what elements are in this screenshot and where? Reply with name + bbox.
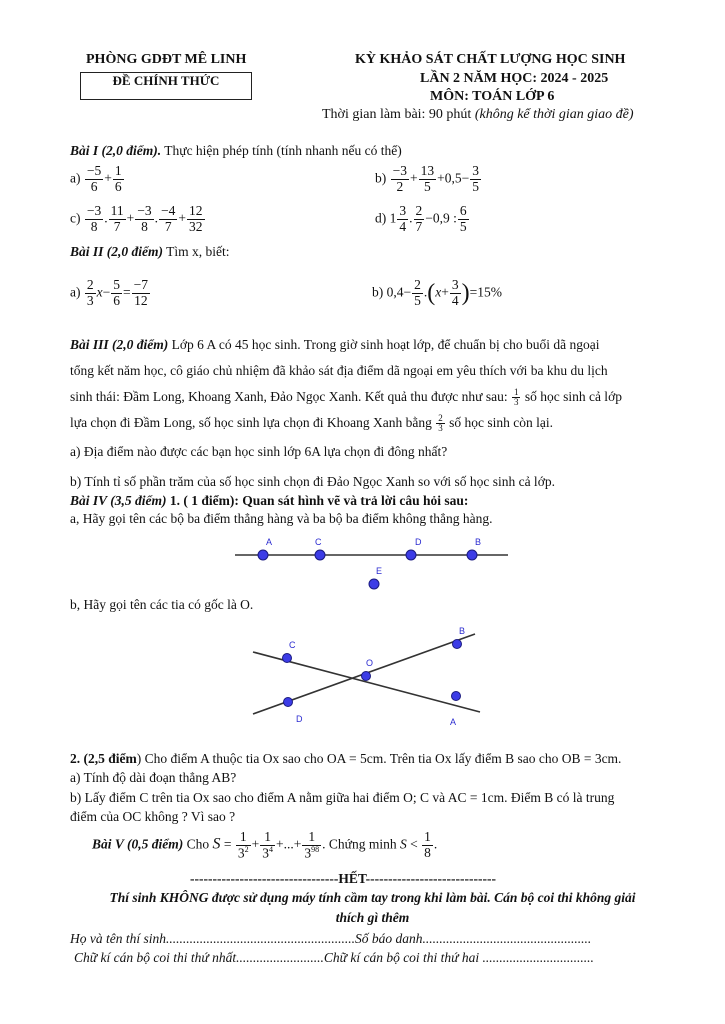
point-d bbox=[406, 550, 416, 560]
time-main: Thời gian làm bài: 90 phút bbox=[322, 107, 475, 122]
bai4-part1: 1. ( 1 điểm): Quan sát hình vẽ và trả lời câu hỏi sau: bbox=[166, 493, 469, 508]
point-b bbox=[453, 640, 462, 649]
bai3-line3 bbox=[70, 384, 670, 410]
label-c: C bbox=[315, 537, 322, 547]
point-a bbox=[258, 550, 268, 560]
dept-name: PHÒNG GDĐT MÊ LINH bbox=[86, 52, 247, 67]
bai4-part2-desc: ) Cho điểm A thuộc tia Ox sao cho OA = 5cm. Trên tia Ox lấy điểm B sao cho OB = 3cm. bbox=[136, 751, 622, 766]
frac: $\frac{-3}{8}$ bbox=[137, 203, 152, 234]
frac: $\frac{6}{5}$ bbox=[459, 203, 467, 234]
label-o: O bbox=[366, 658, 374, 668]
frac: $\frac{13}{5}$ bbox=[420, 163, 435, 194]
bai5: Bài V (0,5 điểm) Cho S = $\frac{1}{3^2}$ + $\frac{1}{3^4}$ +...+ $\frac{1}{3^{98}}$ . Chứng minh S < $\frac{1}{8}$ . bbox=[92, 829, 438, 861]
round-year: LẦN 2 NĂM HỌC: 2024 - 2025 bbox=[420, 71, 609, 86]
frac: $\frac{-3}{8}$ bbox=[86, 203, 102, 234]
bai3-text1: Lớp 6 A có 45 học sinh. Trong giờ sinh hoạt lớp, để chuẩn bị cho buổi dã ngoại bbox=[168, 337, 600, 352]
bai4-p2a: a) Tính độ dài đoạn thẳng AB? bbox=[70, 770, 237, 785]
subject: MÔN: TOÁN LỚP 6 bbox=[430, 89, 555, 104]
frac: $\frac{5}{6}$ bbox=[113, 277, 120, 308]
label-c: C bbox=[289, 640, 296, 650]
frac: $\frac{1}{3^{98}}$ bbox=[304, 829, 320, 861]
bai1-c-label: c) bbox=[70, 210, 81, 226]
bai1-desc: Thực hiện phép tính (tính nhanh nếu có thể) bbox=[161, 143, 402, 158]
bai1-heading bbox=[70, 143, 402, 159]
bai4-p2b-line1: b) Lấy điểm C trên tia Ox sao cho điểm A nằm giữa hai điểm O; C và AC = 1cm. Điểm B có là trung bbox=[70, 790, 615, 805]
percent-value: 15% bbox=[477, 284, 502, 300]
label-d: D bbox=[415, 537, 422, 547]
bai4-part2-title: 2. (2,5 điểm bbox=[70, 751, 137, 766]
time-limit bbox=[322, 107, 634, 123]
figure-collinear-points bbox=[225, 530, 515, 595]
bai2-heading bbox=[70, 244, 230, 260]
bai1-b-label: b) bbox=[375, 170, 387, 186]
bai4-p2b-line2: điểm của OC không ? Vì sao ? bbox=[70, 809, 236, 824]
bai1-d: d) 1 $\frac{3}{4}$ . $\frac{2}{7}$ −0,9 : $\frac{6}{5}$ bbox=[375, 203, 467, 234]
candidate-info-line: Họ và tên thí sinh........................................................Số báo danh.................................................. bbox=[70, 931, 592, 946]
bai1-c: c) $\frac{-3}{8}$ . $\frac{11}{7}$ + $\frac{-3}{8}$ . $\frac{-4}{7}$ + $\frac{12}{32}$ bbox=[70, 203, 203, 234]
point-c bbox=[315, 550, 325, 560]
bai1-d-label: d) bbox=[375, 210, 387, 226]
frac: $\frac{3}{5}$ bbox=[472, 163, 479, 194]
bai4-qa: a, Hãy gọi tên các bộ ba điểm thẳng hàng và ba bộ ba điểm không thẳng hàng. bbox=[70, 511, 493, 526]
bai5-title: Bài V (0,5 điểm) bbox=[92, 836, 184, 852]
bai4-title: Bài IV (3,5 điểm) bbox=[70, 493, 167, 508]
bai1-a: a) $\frac{-5}{6}$ + $\frac{1}{6}$ bbox=[70, 163, 122, 194]
time-note: (không kể thời gian giao đề) bbox=[474, 107, 634, 122]
figure-rays-from-o bbox=[245, 622, 495, 732]
bai3-line1 bbox=[70, 332, 670, 358]
official-label: ĐỀ CHÍNH THỨC bbox=[112, 73, 220, 88]
label-d: D bbox=[296, 714, 303, 724]
frac: $\frac{12}{32}$ bbox=[189, 203, 203, 234]
bai1-b: b) $\frac{-3}{2}$ + $\frac{13}{5}$ +0,5− $\frac{3}{5}$ bbox=[375, 163, 479, 194]
bai3-qb: b) Tính tỉ số phần trăm của số học sinh chọn đi Đảo Ngọc Xanh so với số học sinh cả lớp. bbox=[70, 474, 555, 489]
bai2-desc: Tìm x, biết: bbox=[163, 244, 230, 259]
bai3-text3b: số học sinh cả lớp bbox=[521, 389, 622, 404]
frac: $\frac{-4}{7}$ bbox=[161, 203, 176, 234]
frac: $\frac{1}{3^2}$ bbox=[237, 829, 249, 861]
bai3-text4b: số học sinh còn lại. bbox=[445, 415, 553, 430]
label-b: B bbox=[459, 626, 466, 636]
frac: $\frac{11}{7}$ bbox=[110, 203, 124, 234]
bai3-text3a: sinh thái: Đầm Long, Khoang Xanh, Đảo Ngọc Xanh. Kết quả thu được như sau: bbox=[70, 389, 511, 404]
label-a: A bbox=[266, 537, 273, 547]
frac: $\frac{3}{4}$ bbox=[451, 277, 459, 308]
frac: $\frac{3}{4}$ bbox=[399, 203, 407, 234]
bai3-line4 bbox=[70, 410, 670, 436]
label-b: B bbox=[475, 537, 482, 547]
bai3-qa: a) Địa điểm nào được các bạn học sinh lớp 6A lựa chọn đi đông nhất? bbox=[70, 444, 448, 459]
bai4-qb: b, Hãy gọi tên các tia có gốc là O. bbox=[70, 597, 254, 612]
bai2-a: a) $\frac{2}{3}$ x− $\frac{5}{6}$ = $\frac{-7}{12}$ bbox=[70, 277, 148, 308]
bai1-title: Bài I (2,0 điểm). bbox=[70, 143, 162, 158]
point-d bbox=[284, 698, 293, 707]
frac: $\frac{2}{5}$ bbox=[414, 277, 421, 308]
point-o bbox=[362, 672, 371, 681]
bai1-a-label: a) bbox=[70, 170, 81, 186]
official-box bbox=[80, 72, 252, 100]
point-a bbox=[452, 692, 461, 701]
bai4-part2 bbox=[70, 751, 621, 767]
point-b bbox=[467, 550, 477, 560]
point-c bbox=[283, 654, 292, 663]
frac: $\frac{1}{3^4}$ bbox=[262, 829, 274, 861]
bai5-prove: Chứng minh bbox=[328, 836, 400, 852]
frac: $\frac{2}{7}$ bbox=[415, 203, 423, 234]
frac: $\frac{1}{8}$ bbox=[424, 829, 431, 861]
frac: $\frac{-3}{2}$ bbox=[392, 163, 407, 194]
exam-title: KỲ KHẢO SÁT CHẤT LƯỢNG HỌC SINH bbox=[355, 52, 626, 67]
frac: $\frac{-7}{12}$ bbox=[133, 277, 148, 308]
frac: $\frac{2}{3}$ bbox=[86, 277, 94, 308]
label-e: E bbox=[376, 566, 383, 576]
end-marker: ---------------------------------HẾT----------------------------- bbox=[190, 871, 496, 886]
frac: $\frac{-5}{6}$ bbox=[86, 163, 102, 194]
bai3-paragraph bbox=[70, 332, 670, 436]
point-e bbox=[369, 579, 379, 589]
bai2-a-label: a) bbox=[70, 284, 81, 300]
bai3-line2: tổng kết năm học, cô giáo chủ nhiệm đã khảo sát địa điểm dã ngoại em yêu thích với ba khu du lịch bbox=[70, 363, 608, 378]
footer-note-line2: thích gì thêm bbox=[335, 910, 410, 925]
bai5-desc: Cho bbox=[183, 836, 213, 852]
label-a: A bbox=[450, 717, 457, 727]
bai2-b-label: b) bbox=[372, 284, 384, 300]
frac: $\frac{2}{3}$ bbox=[438, 412, 443, 434]
bai3-title: Bài III (2,0 điểm) bbox=[70, 337, 169, 352]
bai2-title: Bài II (2,0 điểm) bbox=[70, 244, 163, 259]
bai3-text4a: lựa chọn đi Đầm Long, số học sinh lựa chọn đi Khoang Xanh bằng bbox=[70, 415, 436, 430]
frac: $\frac{1}{3}$ bbox=[513, 386, 519, 408]
bai2-b: b) 0,4− $\frac{2}{5}$ .(x+ $\frac{3}{4}$ )=15% bbox=[372, 277, 502, 308]
frac: $\frac{1}{6}$ bbox=[114, 163, 122, 194]
bai4-heading bbox=[70, 493, 468, 509]
proctor-sign-line: Chữ kí cán bộ coi thi thứ nhất..........................Chữ kí cán bộ coi thi thứ hai ................................. bbox=[74, 950, 594, 965]
footer-note-line1: Thí sinh KHÔNG được sử dụng máy tính cầm tay trong khi làm bài. Cán bộ coi thi không giải bbox=[109, 890, 636, 905]
